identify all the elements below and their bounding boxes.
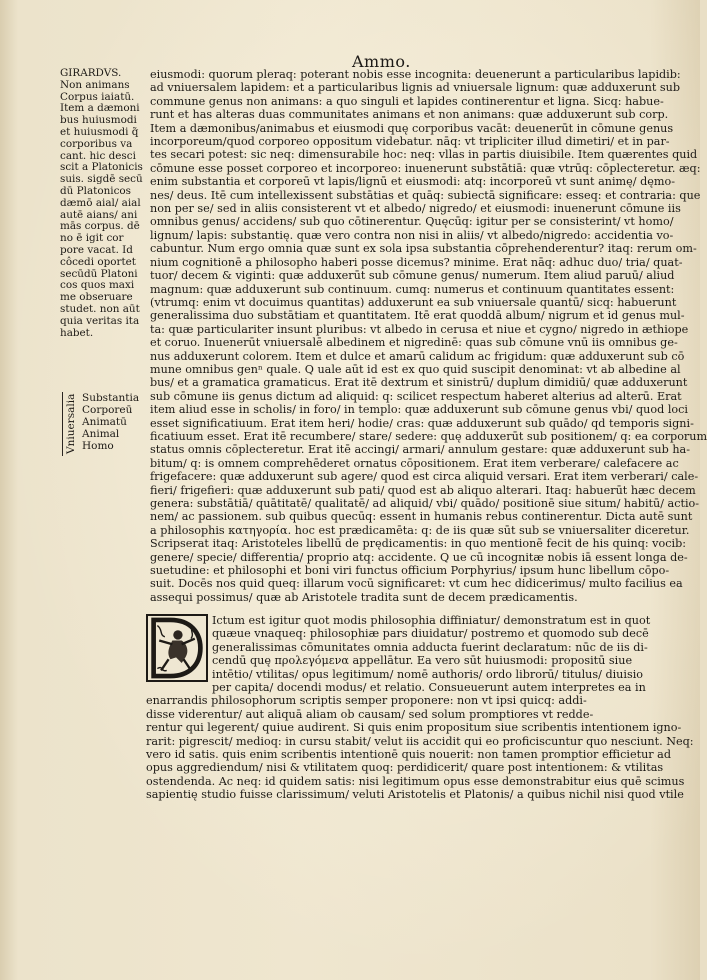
- text-line: eiusmodi: quorum pleraq: poterant nobis esse incognita: deuenerunt a particularibus lapidib:: [150, 68, 681, 81]
- text-line: bus/ et a gramatica gramaticus. Erat itē dextrum et sinistrū/ duplum dimidiū/ quæ adduxerunt: [150, 376, 688, 390]
- text-line: Ictum est igitur quot modis philosophia diffiniatur/ demonstratum est in quot: [212, 614, 651, 627]
- second-section-opening: [146, 614, 650, 694]
- main-text: [150, 68, 707, 604]
- text-line: runt et has alteras duas communitates animans et non animans: quæ adduxerunt sub corp.: [150, 108, 669, 122]
- text-line: opus aggrediendum/ nisi & vtilitatem quoq: perdidicerit/ quare post intentionem: & vtilitas: [146, 761, 664, 775]
- text-line: nes/ deus. Itē cum intellexissent substātias et quāq: subiectā significare: esseq: et contraria: que: [150, 188, 701, 202]
- text-line: vero id satis. quis enim scribentis intentionē quis nouerit: non tamen promptior efficietur ad: [146, 748, 672, 762]
- margin-note-line: côcedi oportet: [60, 255, 136, 268]
- margin-note-line: cos quos maxi: [60, 279, 135, 292]
- text-line: nium cognitionē a philosopho haberi posse dicemus? minime. Erat nāq: adhuc duo/ tria/ quat-: [150, 255, 683, 269]
- text-line: frigefacere: quæ adduxerunt sub agere/ quod est circa aliquid versari. Erat item verberari/ cale-: [150, 470, 699, 484]
- text-line: suetudine: et philosophi et boni viri functus officium Porphyrius/ ipsum hunc libellum cōpo-: [150, 564, 670, 578]
- text-line: nus adduxerunt colorem. Item et dulce et amarū calidum ac frigidum: quæ adduxerunt sub cō: [150, 349, 685, 363]
- margin-note-line: corporibus va: [60, 137, 133, 150]
- text-line: (vtrumq: enim vt docuimus quantitas) adduxerunt ea sub vniuersale quantū/ sicq: habuerunt: [150, 295, 677, 309]
- text-line: status omnis cōplecteretur. Erat itē accingi/ armari/ annulum gestare: quæ adduxerunt sub ha-: [150, 443, 690, 457]
- second-section-body: [146, 694, 694, 802]
- woodcut-figure-icon: [148, 616, 206, 680]
- text-line: rarit: pigrescit/ medioq: in cursu stabit/ velut iis accidit qui eo proficiscuntur quo nesciunt. Neq:: [146, 734, 694, 748]
- text-line: ta: quæ particulariter insunt pluribus: vt albedo in cerusa et niue et cygno/ nigredo in æthiope: [150, 322, 689, 336]
- margin-notes: [60, 68, 148, 339]
- margin-note-line: autē aians/ ani: [60, 208, 138, 221]
- text-line: cabuntur. Num ergo omnia quæ sunt ex sola ipsa substantia cōprehenderentur? itaq: rerum om-: [150, 242, 697, 256]
- decorated-initial-d: [146, 614, 208, 682]
- text-line: disse viderentur/ aut aliquā aliam ob causam/ sed solum promptiores vt redde-: [146, 707, 594, 721]
- margin-note-line: quia veritas ita: [60, 314, 140, 327]
- text-line: generalissima duo substātiam et quantitatem. Itē erat quoddā album/ nigrum et id genus mul-: [150, 309, 685, 323]
- margin-note-line: secūdū Platoni: [60, 267, 138, 280]
- margin-note-line: suis. sigdē secū: [60, 173, 143, 186]
- margin-note-line: Item a dæmoni: [60, 102, 140, 115]
- text-line: genere/ specie/ differentia/ proprio atq: accidente. Q ue cū incognitæ nobis iā essent longa de-: [150, 550, 688, 564]
- text-line: magnum: quæ adduxerunt sub continuum. cumq: numerus et continuum quantitates essent:: [150, 282, 675, 296]
- text-line: Item a dæmonibus/animabus et eiusmodi quę corporibus vacāt: deuenerūt in cōmune genus: [150, 121, 674, 135]
- text-line: rentur qui legerent/ quiue audirent. Si quis enim propositum siue scribentis intentionem igno-: [146, 721, 682, 735]
- text-line: omnibus genus/ accidens/ sub quo cōtinerentur. Quęcūq: igitur per se consisterint/ vt homo/: [150, 215, 674, 229]
- text-line: incorporeum/quod corporeo oppositum videbatur. nāq: vt tripliciter illud dimetiri/ et in par-: [150, 135, 670, 149]
- text-line: enarrandis philosophorum scriptis semper proponere: non vt ipsi quicq: addi-: [146, 694, 587, 708]
- text-line: cōmune esse posset corporeo et incorporeo: inuenerunt substātiā: quæ vtrūq: cōplecteretur. æq:: [150, 161, 701, 175]
- margin-note-line: Non animans: [60, 78, 130, 91]
- margin-note-line: no ē igit cor: [60, 232, 124, 245]
- margin-note-line: dū Platonicos: [60, 184, 132, 197]
- universal-term: Substantia: [82, 392, 140, 404]
- text-line: a philosophis κατηγορία. hoc est prædicamēta: q: de iis quæ sūt sub se vniuersaliter diceretur.: [150, 523, 690, 537]
- text-line: esset significatiuum. Erat item heri/ hodie/ cras: quæ adduxerunt sub quādo/ qd temporis signi-: [150, 416, 694, 430]
- margin-note-line: dæmō aial/ aial: [60, 196, 141, 209]
- text-line: ad vniuersalem lapidem: et a particularibus lignis ad vniuersale lignum: quæ adduxerunt sub: [150, 81, 680, 95]
- text-line: assequi possimus/ quæ ab Aristotele tradita sunt de decem prædicamentis.: [150, 590, 578, 604]
- text-line: fieri/ frigefieri: quæ adduxerunt sub pati/ quod est ab aliquo alterari. Itaq: habuerūt hæc decem: [150, 483, 696, 497]
- text-line: cendū quę προλεγόμενα appellātur. Ea vero sūt huiusmodi: propositū siue: [212, 654, 633, 668]
- text-line: nem/ ac passionem. sub quibus quecūq: essent in humanis rebus continerentur. Dicta autē sunt: [150, 510, 693, 524]
- text-line: mune omnibus genⁿ quale. Q uale aūt id est ex quo quid suscipit denominat: vt ab albedine al: [150, 362, 681, 376]
- universals-box: [62, 392, 158, 456]
- text-line: tes secari potest: sic neq: dimensurabile hoc: neq: vllas in partis diuisibile. Item quærentes quid: [150, 148, 698, 162]
- text-line: item aliud esse in scholis/ in foro/ in templo: quæ adduxerunt sub cōmune genus vbi/ quod loci: [150, 403, 688, 417]
- universal-term: Animatū: [82, 416, 127, 428]
- text-line: commune genus non animans: a quo singuli et lapides continerentur et ligna. Sicq: habue-: [150, 94, 664, 108]
- text-line: bitum/ q: is omnem comprehēderet ornatus cōpositionem. Erat item verberare/ calefacere ac: [150, 456, 679, 470]
- margin-note-line: bus huiusmodi: [60, 114, 137, 127]
- text-line: non per se/ sed in aliis consisterent vt et albedo/ nigredo/ et eiusmodi: inuenerunt cōmune iis: [150, 202, 681, 216]
- margin-note-line: cant. hic desci: [60, 149, 136, 162]
- text-line: ficatiuum esset. Erat itē recumbere/ stare/ sedere: quę adduxerūt sub positionem/ q: ea corporum: [150, 429, 707, 443]
- margin-note-line: et huiusmodi q̃: [60, 125, 139, 138]
- margin-note-line: Corpus iaiatū.: [60, 90, 135, 103]
- margin-note-line: me obseruare: [60, 291, 133, 304]
- universal-term: Corporeū: [82, 404, 133, 416]
- text-line: genera: substātiā/ quātitatē/ qualitatē/ ad aliquid/ vbi/ quādo/ positionē siue situm/ habitū/ actio-: [150, 497, 700, 510]
- text-line: tuor/ decem & viginti: quæ adduxerūt sub cōmune genus/ numerum. Item aliud paruū/ aliud: [150, 269, 675, 283]
- text-line: generalissimas cōmunitates omnia adducta fuerint declaratum: nūc de iis di-: [212, 640, 648, 654]
- text-line: Scripserat itaq: Aristoteles libellū de prędicamentis: in quo mentionē fecit de his quinq: vocib:: [150, 537, 687, 551]
- running-title: Ammo.: [352, 52, 411, 71]
- margin-note-line: mās corpus. dē: [60, 220, 140, 233]
- universal-term: Animal: [82, 428, 120, 440]
- margin-note-line: scit a Platonicis: [60, 161, 143, 174]
- text-line: suit. Docēs nos quid queq: illarum vocū significaret: vt cum hec didicerimus/ multo facilius ea: [150, 577, 683, 591]
- text-line: ostendenda. Ac neq: id quidem satis: nisi legitimum opus esse demonstrabitur eius quē scimus: [146, 774, 685, 788]
- margin-note-line: pore vacat. Id: [60, 243, 133, 256]
- margin-note-line: GIRARDVS.: [60, 67, 122, 79]
- universal-term: Homo: [82, 440, 114, 452]
- text-line: lignum/ lapis: substantię. quæ vero contra non nisi in aliis/ vt albedo/nigredo: accidentia vo-: [150, 228, 674, 242]
- text-line: intētio/ vtilitas/ opus legitimum/ nomē authoris/ ordo librorū/ titulus/ diuisio: [212, 667, 644, 681]
- second-section: [146, 614, 694, 802]
- text-line: per capita/ docendi modus/ et relatio. Consueuerunt autem interpretes ea in: [212, 681, 646, 695]
- margin-note-line: studet. non aūt: [60, 302, 140, 315]
- text-line: sub cōmune iis genus dictum ad aliquid: q: scilicet respectum haberet alterius ad alterū. Erat: [150, 389, 682, 403]
- text-line: et coruo. Inuenerūt vniuersalē albedinem et nigredinē: quas sub cōmune vnū iis omnibus ge-: [150, 336, 678, 350]
- margin-note-line: habet.: [60, 326, 94, 339]
- universals-label: Vniuersalia: [62, 392, 79, 456]
- text-line: quæue vnaqueq: philosophiæ pars diuidatur/ postremo et quomodo sub decē: [212, 627, 649, 641]
- text-line: enim substantia et corporeū vt lapis/lignū et eiusmodi: atq: incorporeū vt sunt animę/ dęmo-: [150, 175, 676, 189]
- text-line: sapientię studio fuisse clarissimum/ veluti Aristotelis et Platonis/ a quibus nichil nisi quod vtile: [146, 788, 684, 802]
- universals-list: [82, 392, 139, 452]
